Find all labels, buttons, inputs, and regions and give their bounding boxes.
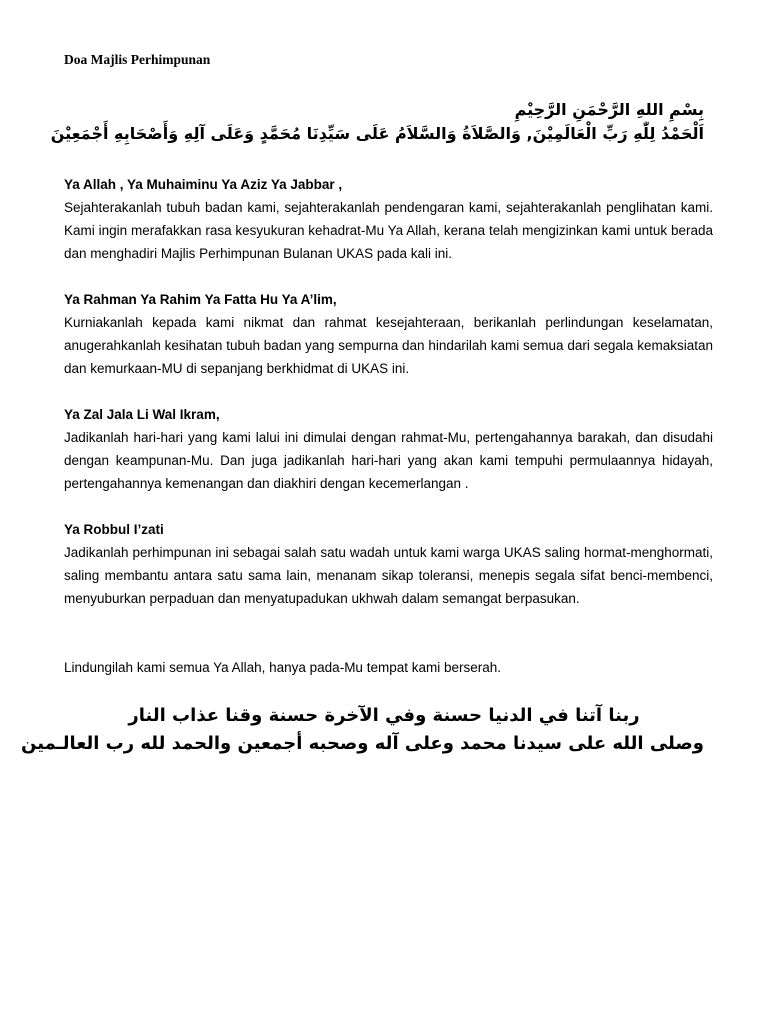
section-body: Kurniakanlah kepada kami nikmat dan rahmat kesejahteraan, berikanlah perlindungan keselamatan, anugerahkanlah kesihatan tubuh badan yang sempurna dan hindarilah kami semua dari segala kemaksiatan dan kemurkaan-MU di sepanjang berkhidmat di UKAS ini.: [64, 315, 713, 376]
closing-line: Lindungilah kami semua Ya Allah, hanya pada-Mu tempat kami berserah.: [64, 660, 502, 675]
prayer-section: [64, 173, 713, 265]
section-heading: Ya Allah , Ya Muhaiminu Ya Aziz Ya Jabbar ,: [64, 177, 343, 192]
arabic-basmalah: بِسْمِ اللهِ الرَّحْمَنِ الرَّحِيْمِ: [514, 100, 704, 119]
arabic-closing-prayer: ربنا آتنا في الدنيا حسنة وفي الآخرة حسنة وقنا عذاب النار: [128, 705, 640, 726]
section-body: Sejahterakanlah tubuh badan kami, sejahterakanlah pendengaran kami, sejahterakanlah penglihatan kami. Kami ingin merafakkan rasa kesyukuran kehadrat-Mu Ya Allah, kerana telah mengizinkan kami untuk berada dan menghadiri Majlis Perhimpunan Bulanan UKAS pada kali ini.: [64, 200, 713, 261]
arabic-opening-praise: اَلْحَمْدُ لِلّٰهِ رَبِّ الْعَالَمِيْنَ, وَالصَّلاَةُ وَالسَّلاَمُ عَلَى سَيِّدِنَا مُحَمَّدٍ وَعَلَى آلِهِ وَأَصْحَابِهِ أَجْمَعِيْنَ: [50, 124, 704, 143]
section-heading: Ya Robbul I’zati: [64, 522, 164, 537]
prayer-section: [64, 403, 713, 495]
section-body: Jadikanlah hari-hari yang kami lalui ini dimulai dengan rahmat-Mu, pertengahannya barakah, dan disudahi dengan keampunan-Mu. Dan juga jadikanlah hari-hari yang akan kami tempuhi permulaannya hidayah, pertengahannya kemenangan dan diakhiri dengan kecemerlangan .: [64, 430, 713, 491]
section-heading: Ya Rahman Ya Rahim Ya Fatta Hu Ya A’lim,: [64, 292, 337, 307]
document-title: Doa Majlis Perhimpunan: [64, 52, 211, 67]
section-body: Jadikanlah perhimpunan ini sebagai salah satu wadah untuk kami warga UKAS saling hormat-menghormati, saling membantu antara satu sama lain, menanam sikap toleransi, menepis segala sifat benci-membenci, menyuburkan perpaduan dan menyatupadukan ukhwah dalam semangat berpasukan.: [64, 545, 713, 606]
arabic-closing-salawat: وصلى الله على سيدنا محمد وعلى آله وصحبه أجمعين والحمد لله رب العالـمين: [21, 733, 704, 754]
prayer-section: [64, 288, 713, 380]
prayer-section: [64, 518, 713, 610]
section-heading: Ya Zal Jala Li Wal Ikram,: [64, 407, 220, 422]
